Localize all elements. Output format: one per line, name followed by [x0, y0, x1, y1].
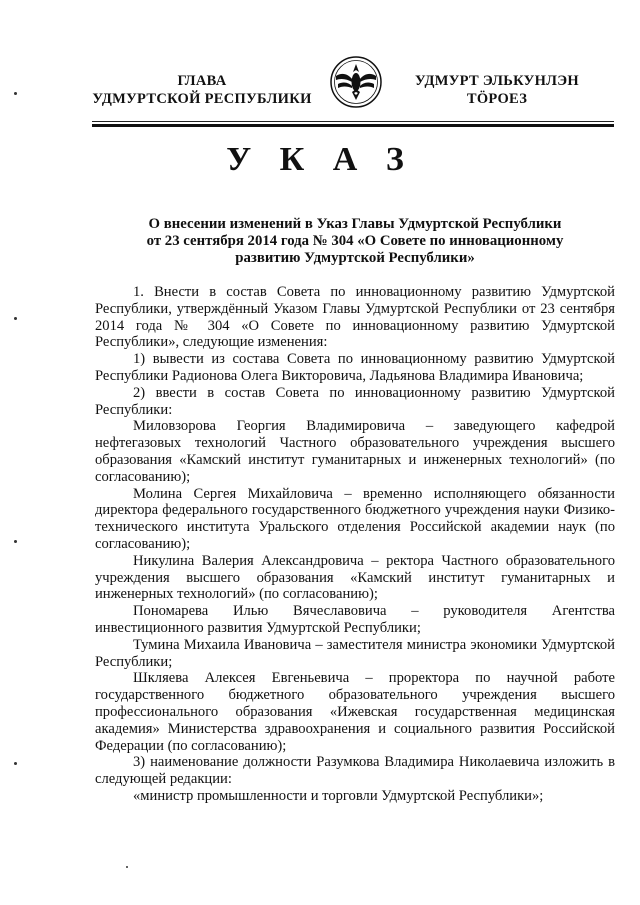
scan-mark — [14, 762, 17, 765]
subject-line: О внесении изменений в Указ Главы Удмуртской Республики — [148, 216, 562, 232]
header-right-line1: УДМУРТ ЭЛЬКУНЛЭН — [415, 73, 579, 89]
scan-mark — [126, 866, 128, 868]
paragraph-sub-1: 1) вывести из состава Совета по инновационному развитию Удмуртской Республики Радионова Олега Викторовича, Ладьянова Владимира Ивановича; — [95, 351, 615, 384]
member-tumin: Тумина Михаила Ивановича – заместителя министра экономики Удмуртской Республики; — [95, 636, 615, 670]
subject-line: от 23 сентября 2014 года № 304 «О Совете по инновационному — [146, 233, 564, 249]
decree-subject — [110, 216, 600, 267]
paragraph-sub-2: 2) ввести в состав Совета по инновационному развитию Удмуртской Республики: — [95, 384, 615, 418]
header-left-line1: ГЛАВА — [177, 73, 227, 89]
member-nikulin: Никулина Валерия Александровича – ректора Частного образовательного учреждения высшего образования «Камский институт гуманитарных и инженерных технологий» (по согласованию); — [95, 552, 615, 603]
document-title: У К А З — [226, 141, 414, 178]
subject-line: развитию Удмуртской Республики» — [235, 250, 475, 266]
paragraph-item-1: 1. Внести в состав Совета по инновационному развитию Удмуртской Республики, утверждённый Указом Главы Удмуртской Республики от 23 сентября 2014 года № 304 «О Совете по инновационному развитию Удмуртской Республики», следующие изменения: — [95, 284, 615, 351]
position-title-quote: «министр промышленности и торговли Удмуртской Республики»; — [133, 787, 544, 804]
header-rule-thick — [92, 124, 614, 127]
member-ponomarev: Пономарева Илью Вячеславовича – руководителя Агентства инвестиционного развития Удмуртской Республики; — [95, 603, 615, 636]
scan-mark — [14, 540, 17, 543]
header-rule-thin — [92, 121, 614, 122]
member-shklyaev: Шкляева Алексея Евгеньевича – проректора по научной работе государственного бюджетного образовательного учреждения высшего профессионального образования «Ижевская государственная медицинская академия» Министерства здравоохранения и социального развития Российской Федерации (по согласованию); — [95, 670, 615, 754]
header-right — [408, 72, 586, 108]
header-right-line2: ТӦРОЕЗ — [466, 91, 528, 107]
scan-mark — [14, 317, 17, 320]
decree-body — [95, 284, 615, 805]
member-molin: Молина Сергея Михайловича – временно исполняющего обязанности директора федерального государственного бюджетного учреждения науки Физико-технического института Уральского отделения Российской академии наук (по согласованию); — [95, 485, 615, 552]
member-miloszorov: Миловзорова Георгия Владимировича – заведующего кафедрой нефтегазовых технологий Частного образовательного учреждения высшего образования «Камский институт гуманитарных и инженерных технологий» (по согласованию); — [95, 418, 615, 485]
header-left-line2: УДМУРТСКОЙ РЕСПУБЛИКИ — [92, 91, 312, 107]
coat-of-arms-icon — [328, 54, 384, 110]
scan-mark — [14, 92, 17, 95]
paragraph-sub-3: 3) наименование должности Разумкова Владимира Николаевича изложить в следующей редакции: — [95, 754, 615, 788]
header-left — [88, 72, 316, 108]
